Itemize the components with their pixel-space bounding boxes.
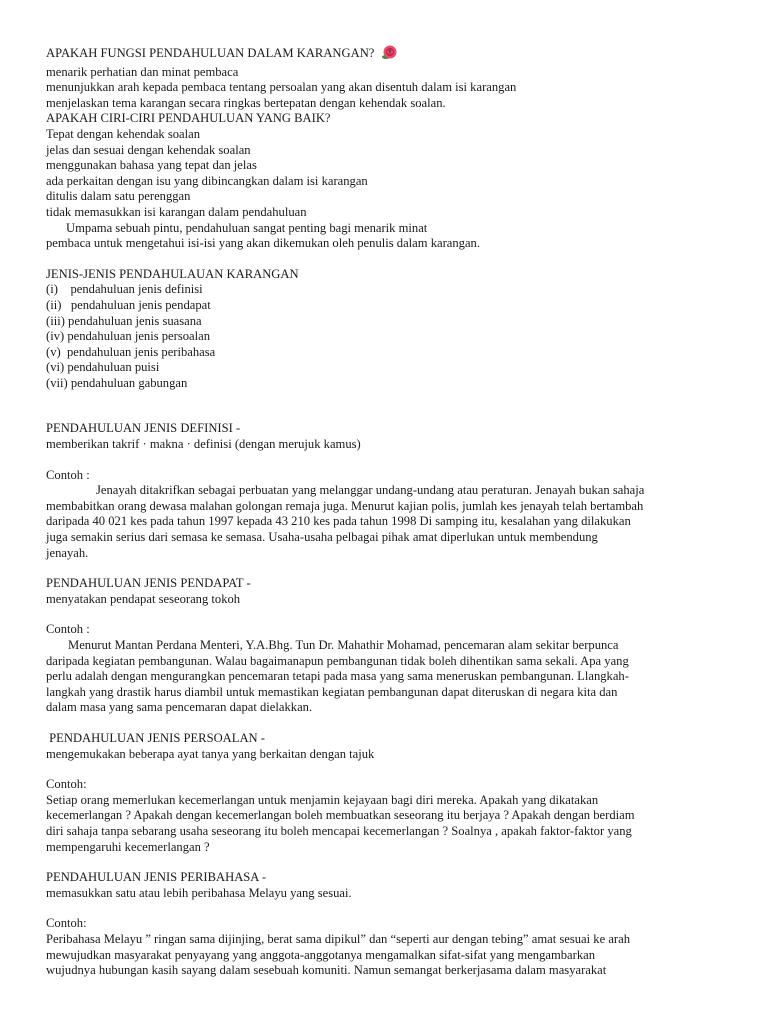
- paragraph-line: perlu adalah dengan mengurangkan pencemaran tetapi pada masa yang sama meneruskan pembangunan. Llangkah-: [46, 669, 629, 684]
- section-definisi: [46, 421, 736, 561]
- list-item: (i) pendahuluan jenis definisi: [46, 282, 203, 297]
- paragraph-line: kecemerlangan ? Apakah dengan kecemerlangan boleh membuatkan seseorang itu berjaya ? Apakah dengan berdiam: [46, 808, 635, 823]
- list-item: (ii) pendahuluan jenis pendapat: [46, 297, 211, 312]
- list-item: (v) pendahuluan jenis peribahasa: [46, 344, 216, 359]
- section-pendapat: [46, 576, 736, 716]
- paragraph-line: Jenayah ditakrifkan sebagai perbuatan yang melanggar undang-undang atau peraturan. Jenayah bukan sahaja: [96, 483, 645, 498]
- paragraph-line: Setiap orang memerlukan kecemerlangan untuk menjamin kejayaan bagi diri mereka. Apakah yang dikatakan: [46, 792, 599, 807]
- section-heading: PENDAHULUAN JENIS PENDAPAT -: [46, 576, 251, 591]
- section-fungsi: [46, 44, 736, 111]
- paragraph-line: diri sahaja tanpa sebarang usaha seseorang itu boleh mencapai kecemerlangan ? Soalnya , apakah faktor-faktor yang: [46, 823, 632, 838]
- paragraph-line: daripada kegiatan pembangunan. Walau bagaimanapun pembangunan tidak boleh dihentikan sama sekali. Apa yang: [46, 653, 629, 668]
- section-heading: PENDAHULUAN JENIS PERSOALAN -: [46, 730, 265, 745]
- section-persoalan: [46, 731, 736, 855]
- paragraph-line: Menurut Mantan Perdana Menteri, Y.A.Bhg. Tun Dr. Mahathir Mohamad, pencemaran alam sekitar berpunca: [68, 638, 619, 652]
- section-ciri: [46, 111, 736, 251]
- list-item: ada perkaitan dengan isu yang dibincangkan dalam isi karangan: [46, 173, 368, 188]
- list-item: (vii) pendahuluan gabungan: [46, 375, 188, 390]
- section-heading: APAKAH CIRI-CIRI PENDAHULUAN YANG BAIK?: [46, 111, 331, 126]
- paragraph-line: dalam masa yang sama pencemaran dapat dielakkan.: [46, 700, 313, 715]
- contoh-label: Contoh:: [46, 916, 87, 931]
- section-description: mengemukakan beberapa ayat tanya yang berkaitan dengan tajuk: [46, 746, 375, 761]
- contoh-label: Contoh:: [46, 777, 87, 792]
- paragraph-line: langkah yang drastik harus diambil untuk memastikan kegiatan pembangunan dapat diteruskan di negara kita dan: [46, 684, 618, 699]
- document-page: [46, 44, 736, 979]
- list-item: (vi) pendahuluan puisi: [46, 360, 160, 375]
- section-heading: APAKAH FUNGSI PENDAHULUAN DALAM KARANGAN?: [46, 46, 375, 60]
- section-description: memasukkan satu atau lebih peribahasa Melayu yang sesuai.: [46, 885, 352, 900]
- section-description: menyatakan pendapat seseorang tokoh: [46, 591, 241, 606]
- paragraph-line: daripada 40 021 kes pada tahun 1997 kepada 43 210 kes pada tahun 1998 Di samping itu, kesalahan yang dilakukan: [46, 514, 631, 529]
- paragraph-line: membabitkan orang dewasa malahan golongan remaja juga. Menurut kajian polis, jumlah kes jenayah telah bertambah: [46, 498, 644, 513]
- list-item: menunjukkan arah kepada pembaca tentang persoalan yang akan disentuh dalam isi karangan: [46, 80, 517, 95]
- list-item: ditulis dalam satu perenggan: [46, 189, 191, 204]
- list-item: menarik perhatian dan minat pembaca: [46, 64, 239, 79]
- list-item: (iv) pendahuluan jenis persoalan: [46, 329, 211, 344]
- section-description: memberikan takrif · makna · definisi (dengan merujuk kamus): [46, 437, 361, 452]
- section-heading: PENDAHULUAN JENIS DEFINISI -: [46, 421, 241, 436]
- rose-icon: [380, 44, 398, 65]
- list-item: tidak memasukkan isi karangan dalam pendahuluan: [46, 204, 307, 219]
- paragraph-line: mempengaruhi kecemerlangan ?: [46, 839, 210, 854]
- section-heading: JENIS-JENIS PENDAHULAUAN KARANGAN: [46, 266, 299, 281]
- contoh-label: Contoh :: [46, 467, 90, 482]
- list-item: Tepat dengan kehendak soalan: [46, 126, 201, 141]
- note-line: pembaca untuk mengetahui isi-isi yang akan dikemukan oleh penulis dalam karangan.: [46, 236, 481, 251]
- paragraph-line: jenayah.: [46, 545, 89, 560]
- paragraph-line: wujudnya hubungan kasih sayang dalam sesebuah komuniti. Namun semangat berkerjasama dalam masyarakat: [46, 963, 607, 978]
- contoh-label: Contoh :: [46, 622, 90, 637]
- note-line: Umpama sebuah pintu, pendahuluan sangat penting bagi menarik minat: [66, 220, 428, 235]
- paragraph-line: Peribahasa Melayu ” ringan sama dijinjing, berat sama dipikul” dan “seperti aur dengan tebing” amat sesuai ke arah: [46, 931, 630, 946]
- list-item: (iii) pendahuluan jenis suasana: [46, 313, 202, 328]
- list-item: menggunakan bahasa yang tepat dan jelas: [46, 158, 257, 173]
- section-jenis: [46, 267, 736, 392]
- list-item: jelas dan sesuai dengan kehendak soalan: [46, 142, 251, 157]
- paragraph-line: juga semakin serius dari semasa ke semasa. Usaha-usaha pelbagai pihak amat diperlukan untuk membendung: [46, 530, 598, 545]
- section-peribahasa: [46, 870, 736, 979]
- section-heading: PENDAHULUAN JENIS PERIBAHASA -: [46, 870, 267, 885]
- list-item: menjelaskan tema karangan secara ringkas bertepatan dengan kehendak soalan.: [46, 95, 446, 110]
- paragraph-line: mewujudkan masyarakat penyayang yang anggota-anggotanya mengamalkan sifat-sifat yang mengambarkan: [46, 947, 596, 962]
